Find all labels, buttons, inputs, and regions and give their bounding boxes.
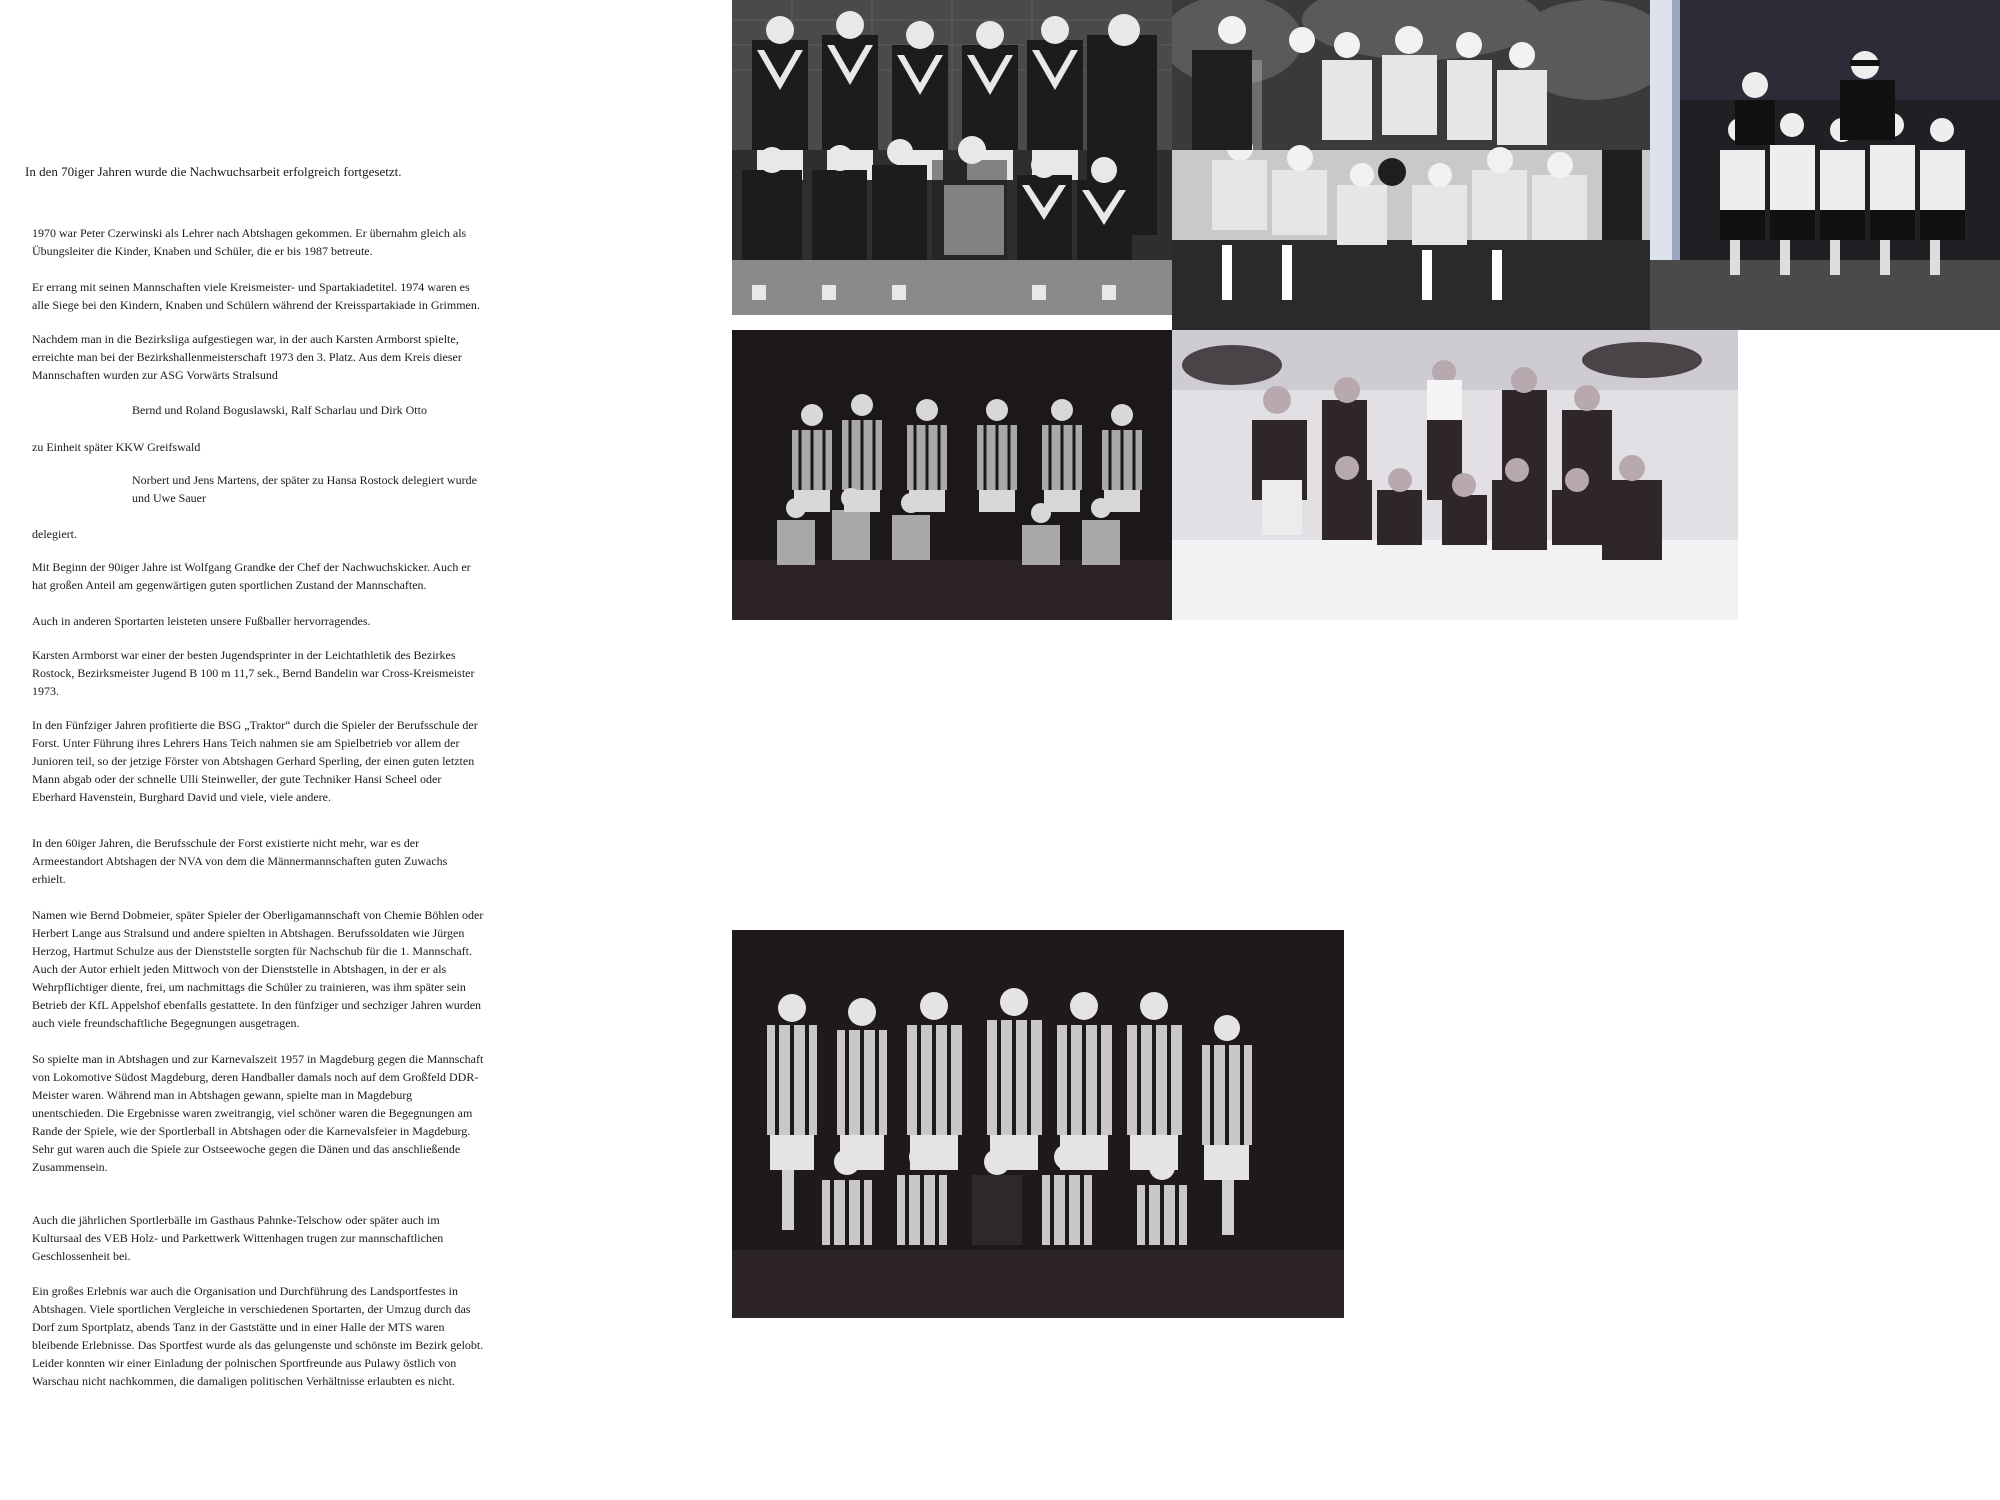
paragraph-15: Auch die jährlichen Sportlerbälle im Gasthaus Pahnke-Telschow oder später auch im Kultursaal des VEB Holz- und Parkettwerk Wittenhagen trugen zur mannschaftlichen Geschlossenheit bei. [32, 1213, 444, 1263]
team-photo-striped-jerseys-dark [732, 330, 1172, 620]
paragraph-6: Norbert und Jens Martens, der später zu Hansa Rostock delegiert wurde und Uwe Sauer [132, 473, 477, 505]
paragraph-4: Bernd und Roland Boguslawski, Ralf Scharlau und Dirk Otto [132, 403, 427, 417]
paragraph-14: So spielte man in Abtshagen und zur Karnevalszeit 1957 in Magdeburg gegen die Mannschaft von Lokomotive Südost Magdeburg, deren Handballer damals noch auf dem Großfeld DDR- Meister waren. Während man in Abtshagen gewann, spielte man in Magdeburg unentschieden. Die Ergebnisse waren zweitrangig, viel schöner waren die Begegnungen am Rande der Spiele, wie der Sportlerball in Abtshagen oder die Karnevalsfeier in Magdeburg. Sehr gut waren auch die Spiele zur Ostseewoche gegen die Dänen und das anschließende Zusammensein. [32, 1052, 484, 1174]
team-photo-outdoor-small-group [1650, 0, 2000, 330]
team-photo-striped-jerseys-large [732, 930, 1344, 1318]
paragraph-5: zu Einheit später KKW Greifswald [32, 440, 201, 454]
article-text-column [0, 0, 720, 1500]
paragraph-10: Karsten Armborst war einer der besten Jugendsprinter in der Leichtathletik des Bezirkes Rostock, Bezirksmeister Jugend B 100 m 11,7 sek., Bernd Bandelin war Cross-Kreismeister 1973. [32, 648, 475, 698]
group-photo-beach [1172, 330, 1738, 620]
team-photo-outdoor-group-with-ball [1172, 0, 1650, 330]
paragraph-2: Er errang mit seinen Mannschaften viele Kreismeister- und Spartakiadetitel. 1974 waren es alle Siege bei den Kindern, Knaben und Schülern während der Kreisspartakiade in Grimmen. [32, 280, 480, 312]
paragraph-7: delegiert. [32, 527, 77, 541]
paragraph-8: Mit Beginn der 90iger Jahre ist Wolfgang Grandke der Chef der Nachwuchskicker. Auch er hat großen Anteil am gegenwärtigen guten sportlichen Zustand der Mannschaften. [32, 560, 471, 592]
paragraph-1: 1970 war Peter Czerwinski als Lehrer nach Abtshagen gekommen. Er übernahm gleich als Übungsleiter die Kinder, Knaben und Schüler, die er bis 1987 betreute. [32, 226, 467, 258]
team-photo-indoor-v-jerseys [732, 0, 1172, 315]
paragraph-16: Ein großes Erlebnis war auch die Organisation und Durchführung des Landsportfestes in Abtshagen. Viele sportlichen Vergleiche in verschiedenen Sportarten, der Umzug durch das Dorf zum Sportplatz, abends Tanz in der Gaststätte und in einer Halle der MTS waren bleibende Erlebnisse. Das Sportfest wurde als das gelungenste und schönste im Bezirk gelobt. Leider konnten wir einer Einladung der polnischen Sportfreunde aus Pulawy östlich von Warschau nicht nachkommen, die damaligen politischen Verhältnisse erlaubten es nicht. [32, 1284, 484, 1388]
paragraph-11: In den Fünfziger Jahren profitierte die BSG „Traktor“ durch die Spieler der Berufsschule der Forst. Unter Führung ihres Lehrers Hans Teich nahmen sie am Spielbetrieb vor allem der Junioren teil, so der jetzige Förster von Abtshagen Gerhard Sperling, der einen guten letzten Mann abgab oder der schnelle Ulli Steinweller, der gute Techniker Hansi Scheel oder Eberhard Havenstein, Burghard David und viele, viele andere. [32, 718, 478, 804]
paragraph-13: Namen wie Bernd Dobmeier, später Spieler der Oberligamannschaft von Chemie Böhlen oder Herbert Lange aus Stralsund und andere spielten in Abtshagen. Berufssoldaten wie Jürgen Herzog, Hartmut Schulze aus der Dienststelle sorgten für Nachschub für die 1. Mannschaft. Auch der Autor erhielt jeden Mittwoch von der Dienststelle in Abtshagen, in der er als Wehrpflichtiger diente, frei, um nachmittags die Schüler zu trainieren, was ihm später sein Betrieb der KfL Appelshof ebenfalls gestattete. In den fünfziger und sechziger Jahren wurden auch viele freundschaftliche Begegnungen ausgetragen. [32, 908, 484, 1030]
article-heading: In den 70iger Jahren wurde die Nachwuchsarbeit erfolgreich fortgesetzt. [25, 164, 402, 179]
paragraph-12: In den 60iger Jahren, die Berufsschule der Forst existierte nicht mehr, war es der Armeestandort Abtshagen der NVA von dem die Männermannschaften guten Zuwachs erhielt. [32, 836, 448, 886]
paragraph-3: Nachdem man in die Bezirksliga aufgestiegen war, in der auch Karsten Armborst spielte, erreichte man bei der Bezirkshallenmeisterschaft 1973 den 3. Platz. Aus dem Kreis dieser Mannschaften wurden zur ASG Vorwärts Stralsund [32, 332, 462, 382]
paragraph-9: Auch in anderen Sportarten leisteten unsere Fußballer hervorragendes. [32, 614, 371, 628]
